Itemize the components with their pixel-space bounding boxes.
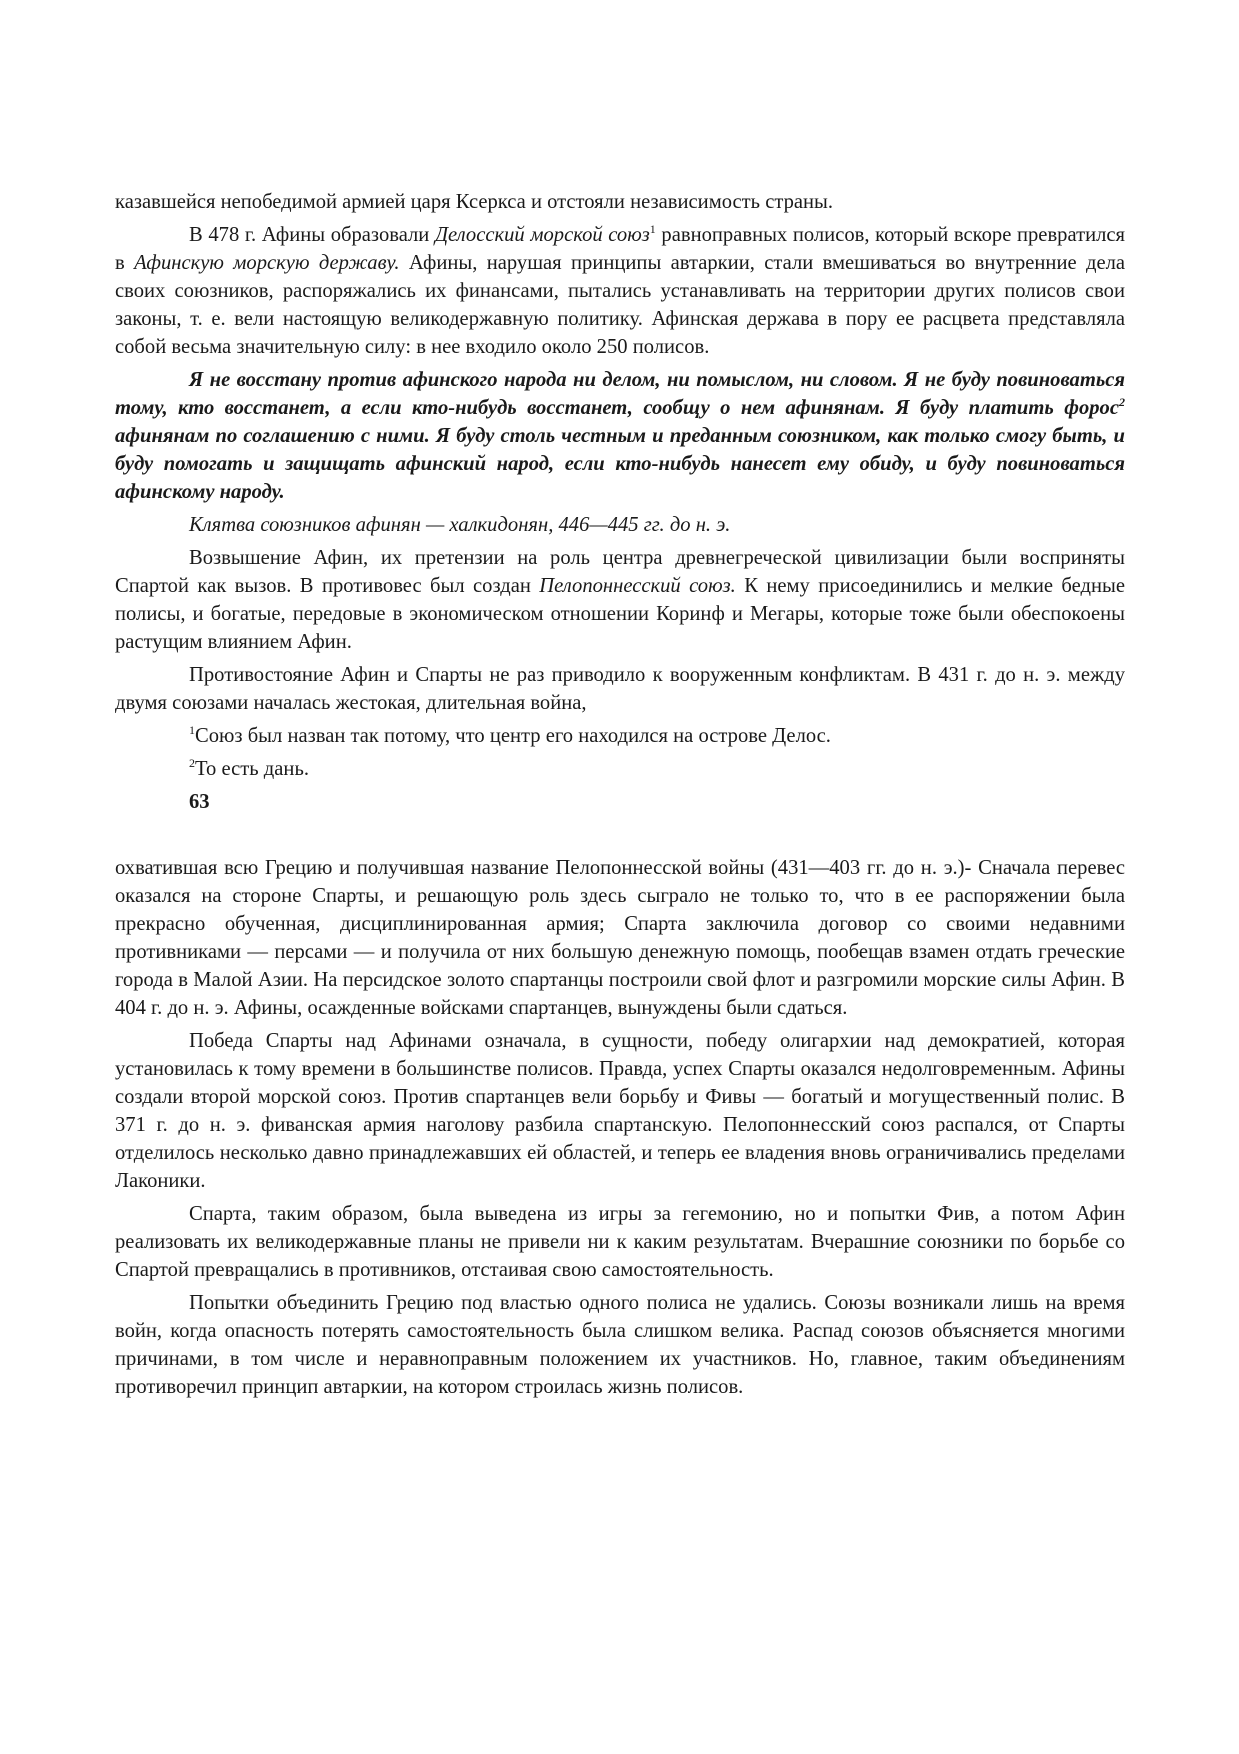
page-break bbox=[115, 816, 1125, 854]
paragraph-peloponnesian-league bbox=[115, 544, 1125, 656]
footnote-2 bbox=[115, 755, 1125, 783]
paragraph: Противостояние Афин и Спарты не раз приводило к вооруженным конфликтам. В 431 г. до н. э. между двумя союзами началась жестокая, длительная война, bbox=[115, 664, 1125, 714]
term-peloponnesian-league: Пелопоннесский союз. bbox=[539, 575, 736, 597]
footnote-mark: 1 bbox=[189, 723, 195, 737]
paragraph: охватившая всю Грецию и получившая название Пелопоннесской войны (431—403 гг. до н. э.)- Сначала перевес оказался на стороне Спарты, и решающую роль здесь сыграло не только то, что в ее распоряжении была прекрасно обученная, дисциплинированная армия; Спарта заключила договор со своими недавними противниками — персами — и получила от них большую денежную помощь, пообещав взамен отдать греческие города в Малой Азии. На персидское золото спартанцы построили свой флот и разгромили морские силы Афин. В 404 г. до н. э. Афины, осажденные войсками спартанцев, вынуждены были сдаться. bbox=[115, 857, 1125, 1019]
footnote-mark: 2 bbox=[189, 756, 195, 770]
footnote-text: Союз был назван так потому, что центр его находился на острове Делос. bbox=[195, 725, 831, 747]
text-run: Возвышение Афин, их претензии на роль центра древнегреческой цивилизации были восприняты Спартой как вызов. В противовес был создан bbox=[115, 547, 1125, 597]
oath-quote bbox=[115, 366, 1125, 506]
text-run: К нему присоединились и мелкие бедные полисы, и богатые, передовые в экономическом отношении Коринф и Мегары, которые тоже были обеспокоены растущим влиянием Афин. bbox=[115, 575, 1125, 653]
footnote-ref-2: 2 bbox=[1119, 395, 1125, 409]
quote-attribution: Клятва союзников афинян — халкидонян, 446—445 гг. до н. э. bbox=[189, 514, 731, 536]
footnote-ref-1: 1 bbox=[649, 222, 656, 236]
footnote-1 bbox=[115, 722, 1125, 750]
document-page bbox=[115, 188, 1125, 1401]
text-run: Я не восстану против афинского народа ни делом, ни помыслом, ни словом. Я не буду повиноваться тому, кто восстанет, а если кто-нибудь восстанет, сообщу о нем афинянам. Я буду платить форос bbox=[115, 369, 1125, 419]
paragraph-delian-league bbox=[115, 221, 1125, 361]
page-number: 63 bbox=[189, 791, 210, 813]
term-delian-league: Делосский морской союз bbox=[434, 224, 650, 246]
paragraph: Попытки объединить Грецию под властью одного полиса не удались. Союзы возникали лишь на время войн, когда опасность потерять самостоятельность была слишком велика. Распад союзов объясняется многими причинами, в том числе и неравноправным положением их участников. Но, главное, таким объединениям противоречил принцип автаркии, на котором строилась жизнь полисов. bbox=[115, 1292, 1125, 1398]
paragraph: казавшейся непобедимой армией царя Ксеркса и отстояли независимость страны. bbox=[115, 191, 834, 213]
term-athenian-power: Афинскую морскую державу. bbox=[134, 252, 400, 274]
paragraph: Спарта, таким образом, была выведена из игры за гегемонию, но и попытки Фив, а потом Афин реализовать их великодержавные планы не привели ни к каким результатам. Вчерашние союзники по борьбе со Спартой превращались в противников, отстаивая свою самостоятельность. bbox=[115, 1203, 1125, 1281]
footnote-text: То есть дань. bbox=[195, 758, 309, 780]
paragraph: Победа Спарты над Афинами означала, в сущности, победу олигархии над демократией, которая установилась к тому времени в большинстве полисов. Правда, успех Спарты оказался недолговременным. Афины создали второй морской союз. Против спартанцев вели борьбу и Фивы — богатый и могущественный полис. В 371 г. до н. э. фиванская армия наголову разбила спартанскую. Пелопоннесский союз распался, от Спарты отделилось несколько давно принадлежавших ей областей, и теперь ее владения вновь ограничивались пределами Лаконики. bbox=[115, 1030, 1125, 1192]
text-run: В 478 г. Афины образовали bbox=[189, 224, 435, 246]
text-run: Афины, нарушая принципы автаркии, стали вмешиваться во внутренние дела своих союзников, распоряжались их финансами, пытались устанавливать на территории других полисов свои законы, т. е. вели настоящую великодержавную политику. Афинская держава в пору ее расцвета представляла собой весьма значительную силу: в нее входило около 250 полисов. bbox=[115, 252, 1126, 358]
text-run: афинянам по соглашению с ними. Я буду столь честным и преданным союзником, как только смогу быть, и буду помогать и защищать афинский народ, если кто-нибудь нанесет ему обиду, и буду повиноваться афинскому народу. bbox=[115, 425, 1125, 503]
text-run: равноправных полисов, который вскоре превратился в bbox=[115, 224, 1125, 274]
